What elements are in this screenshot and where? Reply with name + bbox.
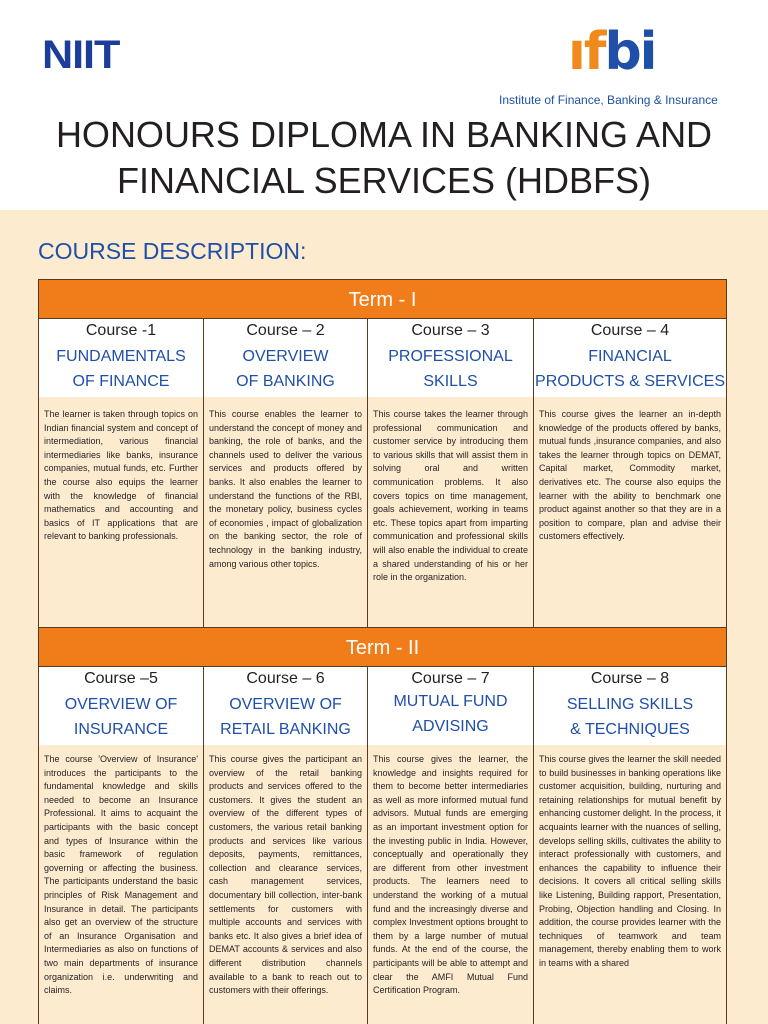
term-1-description-row: [38, 397, 727, 627]
course-number: Course – 4: [590, 322, 670, 339]
course-6-description: This course gives the participant an overview of the retail banking products and services offered to the customers. It gives the student an overview of the different types of customers, the various retail banking products and services like various deposits, payments, remittances, collection and clearance services, cash management services, documentary bill collection, inter-bank settlements for customers with multiple accounts and services with banks etc. It also gives a brief idea of DEMAT accounts & services and also different distribution channels available to a bank to reach out to customers with their offerings.: [204, 745, 368, 1024]
ifbi-logo-suffix: bi: [604, 22, 656, 82]
course-name: MUTUAL FUND ADVISING: [393, 693, 508, 735]
term-1-course-row: [38, 319, 727, 397]
course-8-description: This course gives the learner the skill needed to build businesses in banking operations like customer acquisition, building, nurturing and retaining relationships for mutual benefit by enhancing customer delight. In the process, it acquaints learner with the nuances of selling, develops selling skills, cultivates the ability to interact professionally with customers, and enhances the capability to influence their decisions. It covers all critical selling skills like Listening, Building rapport, Presentation, Probing, Objection handling and Closing. In addition, the course provides learner with the techniques of teamwork and team management, thereby enabling them to work in teams with a shared: [539, 754, 721, 968]
title-line-2: FINANCIAL SERVICES (HDBFS): [116, 160, 652, 201]
course-number: Course – 6: [246, 670, 325, 687]
course-number: Course – 2: [246, 322, 325, 339]
course-number: Course – 8: [590, 670, 670, 687]
section-title: COURSE DESCRIPTION:: [38, 238, 307, 264]
course-number: Course – 3: [411, 322, 490, 339]
term-2-description-row: [38, 745, 727, 1024]
course-name: OVERVIEW OF RETAIL BANKING: [220, 696, 351, 738]
term-2-band: Term - II: [38, 627, 727, 667]
course-number: Course –5: [84, 670, 158, 687]
page-title: [30, 112, 738, 204]
term-1-band: Term - I: [38, 279, 727, 319]
ifbi-logo: [568, 22, 656, 82]
course-2-header: [204, 319, 368, 397]
course-name: FUNDAMENTALS OF FINANCE: [56, 348, 186, 390]
course-7-description: This course gives the learner, the knowledge and insights required for them to become better intermediaries as well as more informed mutual fund advisors. Mutual funds are emerging as an important investment option for the investing public in India. However, conceptually and operationally they are different from other investment products. The learners need to understand the working of a mutual fund and the increasingly diverse and complex Investment options brought to them by a large number of mutual funds. At the end of the course, the participants will be able to attempt and clear the AMFI Mutual Fund Certification Program.: [368, 745, 534, 1024]
course-7-header: [368, 667, 534, 745]
title-line-1: HONOURS DIPLOMA IN BANKING AND: [55, 114, 713, 155]
course-name: PROFESSIONAL SKILLS: [388, 348, 513, 390]
course-name: FINANCIAL PRODUCTS & SERVICES: [535, 348, 725, 390]
page-header: [0, 0, 768, 210]
course-8-header: [534, 667, 726, 745]
course-5-header: [39, 667, 204, 745]
course-6-header: [204, 667, 368, 745]
term-2-course-row: [38, 667, 727, 745]
course-name: OVERVIEW OF INSURANCE: [64, 696, 178, 738]
course-4-header: [534, 319, 726, 397]
course-4-description: This course gives the learner an in-depth knowledge of the products offered by banks, mutual funds ,insurance companies, and also takes the learner through topics on DEMAT, Capital market, Commodity market, derivatives etc. The course also equips the learner with the ability to benchmark one product against another so that they are in a position to compare, plan and advise their customers effectively.: [539, 409, 721, 542]
course-2-description: This course enables the learner to understand the concept of money and banking, the role of banks, and the channels used to deliver the various services and products offered by banks. It also enables the learner to understand the functions of the RBI, the monetary policy, business cycles of economies , impact of globalization on the banking sector, the role of technology in the banking industry, among various other topics.: [204, 397, 368, 627]
course-3-description: This course takes the learner through professional communication and customer service by introducing them to various skills that will assist them in solving oral and written communication problems. It also covers topics on time management, goals achievement, working in teams etc. These topics apart from imparting communication and professional skills will also enable the individual to create a shared understanding of his or her role in the organization.: [368, 397, 534, 627]
course-number: Course – 7: [411, 670, 490, 687]
course-name: SELLING SKILLS & TECHNIQUES: [566, 696, 694, 738]
course-1-description: The learner is taken through topics on Indian financial system and concept of intermediation, various financial intermediaries like banks, insurance companies, mutual funds, etc. Further the course also equips the learner with the knowledge of financial mathematics and accounting and basics of IT applications that are relevant to banking professionals.: [39, 397, 204, 627]
niit-logo: NIIT: [42, 33, 120, 77]
course-3-header: [368, 319, 534, 397]
course-number: Course -1: [85, 322, 157, 339]
ifbi-tagline: Institute of Finance, Banking & Insurance: [499, 93, 718, 107]
course-name: OVERVIEW OF BANKING: [236, 348, 335, 390]
course-1-header: [39, 319, 204, 397]
course-5-description: The course 'Overview of Insurance' introduces the participants to the fundamental knowledge and skills needed to become an Insurance Professional. It aims to acquaint the participants with the basic concept and types of Insurance within the basic framework of regulation governing or affecting the business. The participants understand the basic principles of Risk Management and Insurance in detail. The participants also get an overview of the structure of an Insurance Organisation and Intermediaries as also on functions of two main departments of insurance organization i.e. underwriting and claims.: [39, 745, 204, 1024]
ifbi-logo-prefix: ıf: [568, 22, 605, 82]
